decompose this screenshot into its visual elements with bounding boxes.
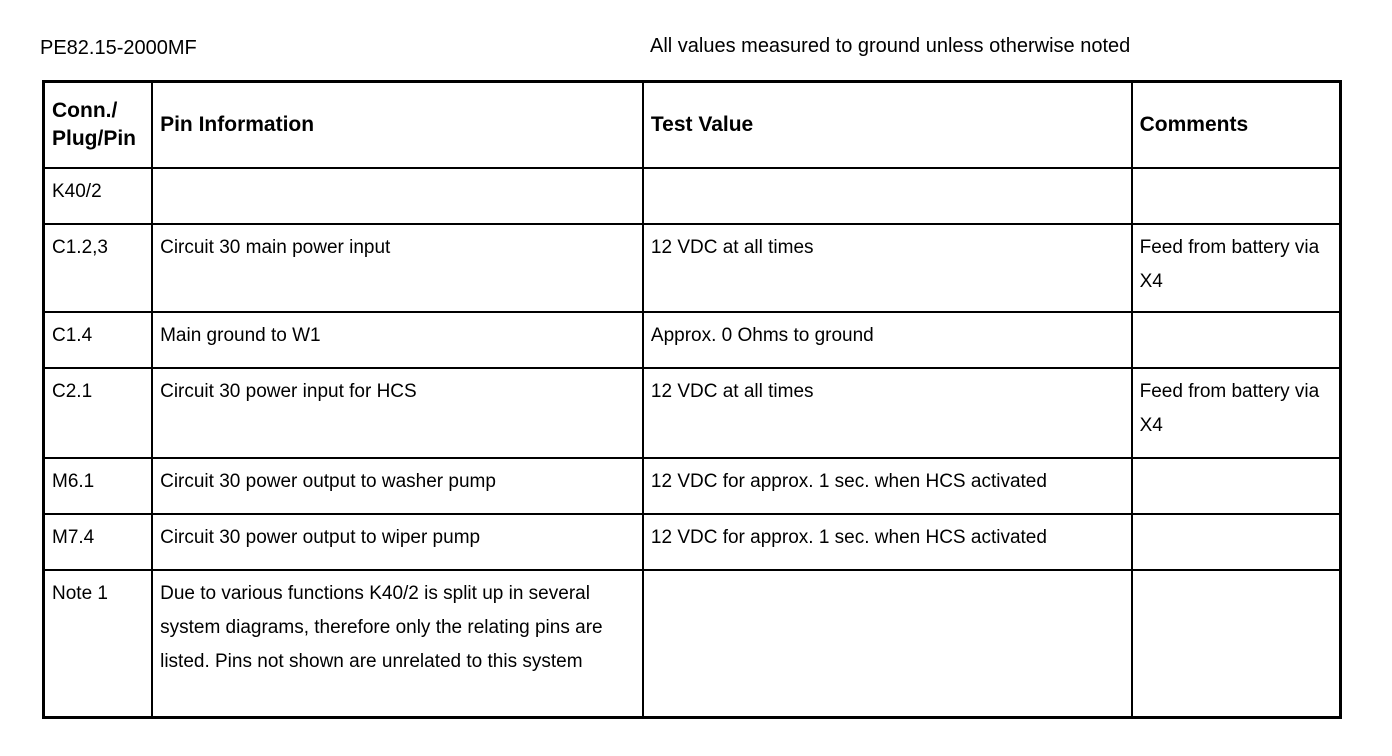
pin-cell: M7.4 <box>44 514 153 570</box>
test-value-cell: 12 VDC at all times <box>643 224 1132 312</box>
table-row <box>44 312 1341 368</box>
column-header-pin: Conn./ Plug/Pin <box>44 82 153 168</box>
table-row <box>44 224 1341 312</box>
pin-cell: M6.1 <box>44 458 153 514</box>
test-value-cell: Approx. 0 Ohms to ground <box>643 312 1132 368</box>
pin-cell: K40/2 <box>44 168 153 224</box>
column-header-pin-information: Pin Information <box>152 82 643 168</box>
pin-info-cell: Circuit 30 main power input <box>152 224 643 312</box>
table-row <box>44 368 1341 458</box>
pin-cell: C1.4 <box>44 312 153 368</box>
table-header-row <box>44 82 1341 168</box>
pin-cell: C2.1 <box>44 368 153 458</box>
measurement-note: All values measured to ground unless otherwise noted <box>650 35 1131 57</box>
table-row <box>44 514 1341 570</box>
pin-info-cell <box>152 168 643 224</box>
table-row <box>44 458 1341 514</box>
pin-info-cell: Circuit 30 power input for HCS <box>152 368 643 458</box>
comment-cell <box>1132 312 1341 368</box>
pin-info-cell: Circuit 30 power output to wiper pump <box>152 514 643 570</box>
comment-cell <box>1132 458 1341 514</box>
document-id: PE82.15-2000MF <box>40 37 197 59</box>
comment-cell: Feed from battery via X4 <box>1132 224 1341 312</box>
comment-cell <box>1132 514 1341 570</box>
comment-cell <box>1132 570 1341 718</box>
note-text-cell: Due to various functions K40/2 is split up in several system diagrams, therefore only the relating pins are listed. Pins not shown are unrelated to this system <box>152 570 643 718</box>
pin-info-cell: Circuit 30 power output to washer pump <box>152 458 643 514</box>
comment-cell <box>1132 168 1341 224</box>
pin-cell: C1.2,3 <box>44 224 153 312</box>
pin-test-table <box>42 80 1342 719</box>
test-value-cell: 12 VDC for approx. 1 sec. when HCS activated <box>643 458 1132 514</box>
note-label-cell: Note 1 <box>44 570 153 718</box>
column-header-test-value: Test Value <box>643 82 1132 168</box>
test-value-cell <box>643 570 1132 718</box>
column-header-comments: Comments <box>1132 82 1341 168</box>
test-value-cell: 12 VDC for approx. 1 sec. when HCS activated <box>643 514 1132 570</box>
table-row <box>44 168 1341 224</box>
pin-info-cell: Main ground to W1 <box>152 312 643 368</box>
test-value-cell: 12 VDC at all times <box>643 368 1132 458</box>
comment-cell: Feed from battery via X4 <box>1132 368 1341 458</box>
note-row <box>44 570 1341 718</box>
test-value-cell <box>643 168 1132 224</box>
